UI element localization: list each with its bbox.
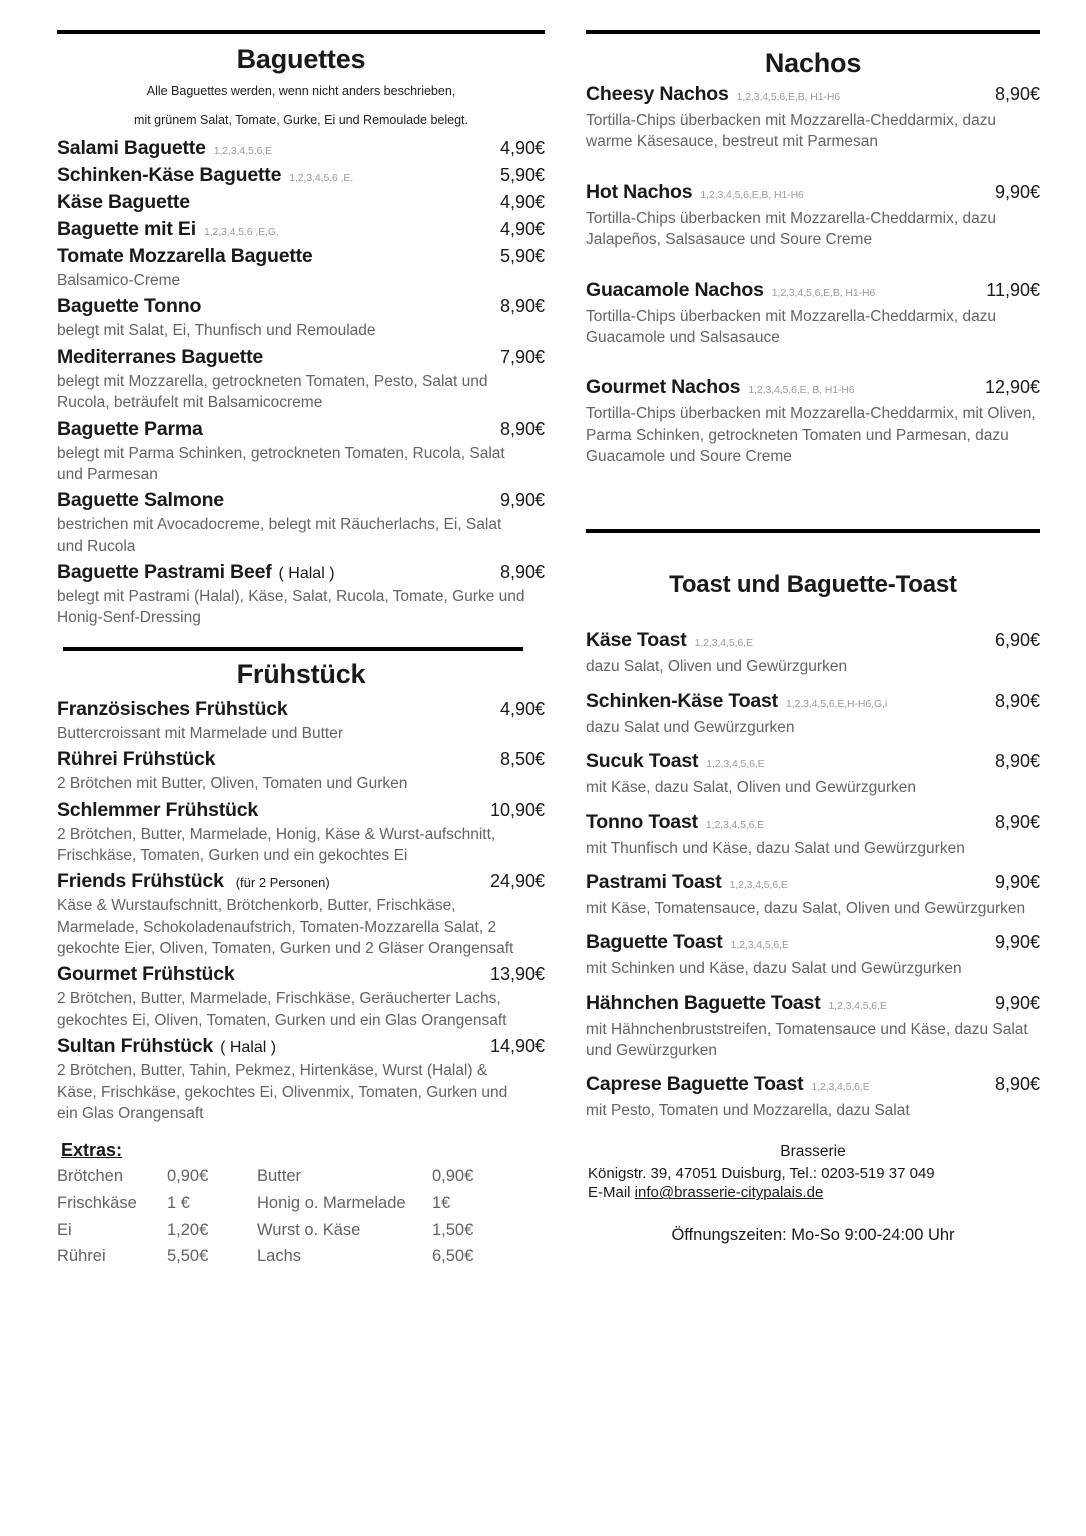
menu-item-header (586, 376, 1040, 399)
baguettes-item-list (57, 137, 545, 629)
menu-item-price: 24,90€ (489, 871, 545, 892)
menu-item-header (57, 418, 545, 441)
menu-item (57, 218, 545, 241)
menu-item (586, 376, 1040, 467)
extras-item-price: 0,90€ (167, 1167, 209, 1186)
fruehstueck-section-title: Frühstück (236, 658, 366, 689)
menu-item-header (57, 561, 545, 584)
menu-item-header (586, 992, 1040, 1015)
menu-item-name: Friends Frühstück (57, 870, 224, 893)
menu-item-name: Guacamole Nachos (586, 278, 764, 301)
email-link[interactable]: info@brasserie-citypalais.de (634, 1184, 824, 1202)
menu-item-header (57, 137, 545, 160)
baguettes-top-rule (57, 30, 545, 34)
footer-contact-block (586, 1142, 1040, 1247)
menu-item-allergens: 1,2,3,4,5,6,E (811, 1081, 870, 1094)
menu-item-price: 8,50€ (499, 749, 545, 770)
menu-item-header (586, 811, 1040, 834)
menu-item-name: Baguette Toast (586, 931, 723, 954)
menu-item-description: Tortilla-Chips überbacken mit Mozzarella-Cheddarmix, dazu warme Käsesauce, bestreut mit Parmesan (586, 112, 997, 151)
menu-item-price: 12,90€ (984, 377, 1040, 398)
menu-item-header (586, 690, 1040, 713)
menu-item-allergens: 1,2,3,4,5,6,E (705, 818, 765, 831)
menu-item-header (57, 748, 545, 771)
extras-item-price: 0,90€ (432, 1167, 474, 1186)
menu-item-header (586, 181, 1040, 204)
menu-item (57, 799, 545, 867)
menu-item-price: 8,90€ (994, 84, 1040, 104)
menu-item (57, 561, 545, 629)
baguettes-section-title: Baguettes (236, 44, 366, 74)
menu-item-header (57, 346, 545, 369)
fruehstueck-top-rule (63, 647, 523, 651)
menu-item-description: dazu Salat, Oliven und Gewürzgurken (586, 658, 848, 676)
menu-item-allergens: 1,2,3,4,5,6,E (828, 999, 887, 1012)
baguettes-note-line1: Alle Baguettes werden, wenn nicht anders beschrieben, (146, 84, 456, 98)
extras-item-price: 1,20€ (167, 1220, 209, 1239)
menu-item (57, 963, 545, 1031)
menu-item-name: Rührei Frühstück (57, 748, 216, 771)
baguettes-note-line2: mit grünem Salat, Tomate, Gurke, Ei und Remoulade belegt. (134, 113, 468, 127)
menu-item-header (586, 629, 1040, 652)
menu-item-price: 8,90€ (499, 296, 545, 317)
extras-item-name: Ei (57, 1220, 72, 1239)
menu-item-name: Baguette Salmone (57, 489, 224, 512)
menu-item-qualifier: ( Halal ) (278, 565, 335, 582)
menu-item-description: belegt mit Pastrami (Halal), Käse, Salat, Rucola, Tomate, Gurke und Honig-Senf-Dressing (57, 588, 525, 627)
menu-item-header (57, 870, 545, 893)
menu-item-allergens: 1,2,3,4,5,6,E, B, H1-H6 (748, 384, 855, 397)
extras-item-name: Butter (257, 1167, 302, 1186)
menu-item-name: Baguette Tonno (57, 295, 202, 318)
extras-item-name: Honig o. Marmelade (257, 1193, 406, 1212)
menu-item-price: 4,90€ (499, 219, 545, 239)
menu-item (586, 83, 1040, 153)
menu-item-price: 4,90€ (499, 698, 545, 719)
menu-item (586, 181, 1040, 251)
menu-item-qualifier: (für 2 Personen) (235, 875, 330, 891)
menu-item-price: 4,90€ (499, 138, 545, 158)
menu-item-price: 14,90€ (489, 1036, 545, 1057)
menu-item-description: belegt mit Mozzarella, getrockneten Tomaten, Pesto, Salat und Rucola, beträufelt mit Balsamicocreme (57, 372, 488, 412)
menu-item-name: Käse Baguette (57, 191, 190, 213)
menu-item-header (586, 279, 1040, 302)
extras-item-name: Lachs (257, 1247, 302, 1266)
menu-item-allergens: 1,2,3,4,5,6 ,E. (289, 172, 354, 184)
menu-item-name: Cheesy Nachos (586, 83, 729, 105)
menu-item-name: Gourmet Frühstück (57, 963, 235, 986)
menu-item-price: 11,90€ (986, 279, 1040, 300)
menu-item (586, 750, 1040, 798)
menu-item-header (57, 164, 545, 187)
menu-item (586, 1073, 1040, 1121)
right-column (560, 30, 1086, 1536)
menu-item-name: Baguette mit Ei (57, 218, 196, 240)
toast-top-rule (586, 529, 1040, 533)
extras-item-price: 1 € (167, 1193, 190, 1212)
menu-item-description: mit Käse, dazu Salat, Oliven und Gewürzgurken (586, 779, 916, 797)
menu-item-header (586, 931, 1040, 954)
menu-item-price: 13,90€ (489, 964, 545, 985)
menu-item-price: 9,90€ (994, 181, 1040, 202)
address-and-phone: Königstr. 39, 47051 Duisburg, Tel.: 0203-519 37 049 (588, 1164, 935, 1182)
menu-item-price: 8,90€ (994, 690, 1040, 711)
nachos-top-rule (586, 30, 1040, 34)
menu-item-name: Käse Toast (586, 629, 687, 652)
menu-item (57, 870, 545, 959)
left-column (0, 30, 560, 1536)
email-line (586, 1183, 1040, 1203)
menu-item (57, 295, 545, 341)
menu-item-price: 9,90€ (994, 871, 1040, 892)
extras-title: Extras: (61, 1140, 123, 1161)
menu-item-description: Tortilla-Chips überbacken mit Mozzarella-Cheddarmix, dazu Jalapeños, Salsasauce und Soure Creme (586, 209, 997, 249)
menu-item-name: Hot Nachos (586, 180, 693, 203)
menu-item-allergens: 1,2,3,4,5,6,E (730, 939, 789, 952)
menu-item-header (586, 871, 1040, 894)
menu-item-name: Salami Baguette (57, 137, 206, 159)
menu-item-name: Schlemmer Frühstück (57, 798, 259, 821)
menu-item-description: 2 Brötchen, Butter, Marmelade, Honig, Käse & Wurst-aufschnitt, Frischkäse, Tomaten, Gurken und ein gekochtes Ei (57, 825, 496, 864)
extras-item-price: 1,50€ (432, 1220, 474, 1239)
menu-item-description: 2 Brötchen, Butter, Marmelade, Frischkäse, Geräucherter Lachs, gekochtes Ei, Oliven, Tomaten, Gurken und ein Glas Orangensaft (57, 990, 507, 1029)
menu-item-price: 10,90€ (489, 799, 545, 820)
menu-item-name: Hähnchen Baguette Toast (586, 991, 821, 1014)
menu-item-name: Tonno Toast (586, 810, 698, 833)
toast-section-title: Toast und Baguette-Toast (669, 571, 957, 599)
menu-item-price: 9,90€ (994, 992, 1040, 1013)
menu-item-header (57, 191, 545, 214)
restaurant-name: Brasserie (780, 1142, 846, 1160)
menu-item-header (57, 799, 545, 822)
menu-item-header (57, 698, 545, 721)
menu-item-price: 4,90€ (499, 192, 545, 212)
menu-item (57, 245, 545, 291)
menu-item-name: Mediterranes Baguette (57, 345, 264, 368)
menu-item-price: 9,90€ (994, 932, 1040, 953)
menu-item (586, 279, 1040, 349)
menu-item-allergens: 1,2,3,4,5,6,E (213, 145, 272, 157)
menu-item-header (586, 750, 1040, 773)
menu-item-header (57, 963, 545, 986)
menu-item-description: Tortilla-Chips überbacken mit Mozzarella-Cheddarmix, mit Oliven, Parma Schinken, getrockneten Tomaten und Parmesan, dazu Guacamole und Soure Creme (586, 405, 1036, 465)
menu-item-name: Sultan Frühstück (57, 1035, 214, 1058)
menu-item-allergens: 1,2,3,4,5,6,E,H-H6,G,i (785, 697, 888, 710)
menu-item-header (57, 489, 545, 512)
menu-item (586, 690, 1040, 738)
menu-item (57, 164, 545, 187)
menu-item (586, 871, 1040, 919)
menu-item-description: bestrichen mit Avocadocreme, belegt mit Räucherlachs, Ei, Salat und Rucola (57, 516, 502, 555)
menu-item-name: Sucuk Toast (586, 750, 699, 773)
menu-item (57, 748, 545, 794)
extras-item-name: Frischkäse (57, 1193, 137, 1212)
menu-item-price: 5,90€ (499, 165, 545, 185)
menu-item (57, 1035, 545, 1124)
menu-item-description: mit Schinken und Käse, dazu Salat und Gewürzgurken (586, 960, 962, 978)
extras-item-price: 6,50€ (432, 1247, 474, 1266)
menu-item-allergens: 1,2,3,4,5,6,E (729, 878, 788, 891)
menu-item-name: Tomate Mozzarella Baguette (57, 245, 313, 267)
menu-item-header (586, 1073, 1040, 1096)
menu-item (57, 137, 545, 160)
menu-item-allergens: 1,2,3,4,5,6,E,B, H1-H6 (700, 188, 804, 201)
menu-item-description: mit Thunfisch und Käse, dazu Salat und Gewürzgurken (586, 839, 965, 857)
menu-item-header (57, 295, 545, 318)
extras-item-price: 1€ (432, 1193, 451, 1212)
menu-item-description: belegt mit Salat, Ei, Thunfisch und Remoulade (57, 322, 376, 340)
menu-item (57, 418, 545, 486)
menu-item-header (57, 1035, 545, 1058)
menu-item-price: 8,90€ (499, 562, 545, 582)
extras-item-name: Wurst o. Käse (257, 1220, 361, 1239)
extras-item-price: 5,50€ (167, 1247, 209, 1266)
menu-item-allergens: 1,2,3,4,5,6,E (706, 758, 765, 771)
menu-item (57, 191, 545, 214)
fruehstueck-item-list (57, 698, 545, 1125)
menu-item-description: belegt mit Parma Schinken, getrockneten Tomaten, Rucola, Salat und Parmesan (57, 444, 505, 483)
menu-item-name: Schinken-Käse Baguette (57, 164, 282, 186)
extras-item-name: Brötchen (57, 1167, 124, 1186)
menu-item-description: mit Käse, Tomatensauce, dazu Salat, Oliven und Gewürzgurken (586, 899, 1026, 917)
menu-item-allergens: 1,2,3,4,5,6,E (694, 637, 753, 650)
email-label: E-Mail (588, 1184, 635, 1202)
menu-item (57, 698, 545, 744)
menu-item-description: 2 Brötchen, Butter, Tahin, Pekmez, Hirtenkäse, Wurst (Halal) & Käse, Frischkäse, gekochtes Ei, Olivenmix, Tomaten, Gurken und ein Glas Orangensaft (57, 1062, 508, 1122)
menu-item-price: 8,90€ (994, 1074, 1040, 1095)
menu-item (57, 489, 545, 557)
menu-item (586, 811, 1040, 859)
opening-hours: Öffnungszeiten: Mo-So 9:00-24:00 Uhr (671, 1225, 955, 1244)
menu-item (586, 629, 1040, 677)
menu-item-price: 8,90€ (994, 751, 1040, 772)
menu-item-description: mit Hähnchenbruststreifen, Tomatensauce und Käse, dazu Salat und Gewürzgurken (586, 1020, 1028, 1059)
menu-item-description: mit Pesto, Tomaten und Mozzarella, dazu Salat (586, 1102, 910, 1120)
menu-item-description: 2 Brötchen mit Butter, Oliven, Tomaten und Gurken (57, 775, 408, 793)
menu-item (57, 346, 545, 414)
menu-item-name: Gourmet Nachos (586, 376, 741, 399)
menu-item-price: 5,90€ (499, 246, 545, 266)
menu-item-price: 8,90€ (499, 418, 545, 439)
menu-item-header (57, 245, 545, 268)
menu-item-name: Caprese Baguette Toast (586, 1073, 804, 1096)
menu-item-description: Tortilla-Chips überbacken mit Mozzarella-Cheddarmix, dazu Guacamole und Salsasauce (586, 307, 997, 346)
menu-item-price: 7,90€ (499, 346, 545, 367)
extras-item-name: Rührei (57, 1247, 106, 1266)
menu-item-allergens: 1,2,3,4,5,6,E,B, H1-H6 (771, 286, 876, 299)
menu-item-description: Käse & Wurstaufschnitt, Brötchenkorb, Butter, Frischkäse, Marmelade, Schokoladenaufstrich, Tomaten-Mozzarella Salat, 2 gekochte Eier, Oliven, Tomaten, Gurken und 2 Gläser Orangensaft (57, 897, 514, 957)
nachos-section-title: Nachos (764, 48, 862, 78)
menu-item-header (586, 83, 1040, 106)
toast-item-list (586, 629, 1040, 1121)
nachos-item-list (586, 83, 1040, 467)
menu-item-price: 6,90€ (994, 630, 1040, 651)
menu-item-price: 9,90€ (499, 490, 545, 511)
menu-item-description: dazu Salat und Gewürzgurken (586, 718, 795, 736)
menu-item-name: Pastrami Toast (586, 870, 722, 893)
menu-item (586, 931, 1040, 979)
menu-item-name: Baguette Pastrami Beef (57, 561, 272, 583)
menu-item-name: Schinken-Käse Toast (586, 689, 778, 712)
menu-item-name: Französisches Frühstück (57, 697, 288, 720)
menu-item-allergens: 1,2,3,4,5,6 ,E,G, (203, 226, 279, 238)
menu-item-header (57, 218, 545, 241)
menu-item-name: Baguette Parma (57, 417, 203, 440)
extras-grid (57, 1163, 545, 1270)
menu-item (586, 992, 1040, 1062)
menu-item-qualifier: ( Halal ) (220, 1039, 277, 1057)
menu-item-price: 8,90€ (994, 811, 1040, 832)
menu-item-allergens: 1,2,3,4,5,6,E,B, H1-H6 (736, 91, 841, 103)
menu-item-description: Buttercroissant mit Marmelade und Butter (57, 724, 344, 742)
menu-item-description: Balsamico-Creme (57, 272, 181, 289)
